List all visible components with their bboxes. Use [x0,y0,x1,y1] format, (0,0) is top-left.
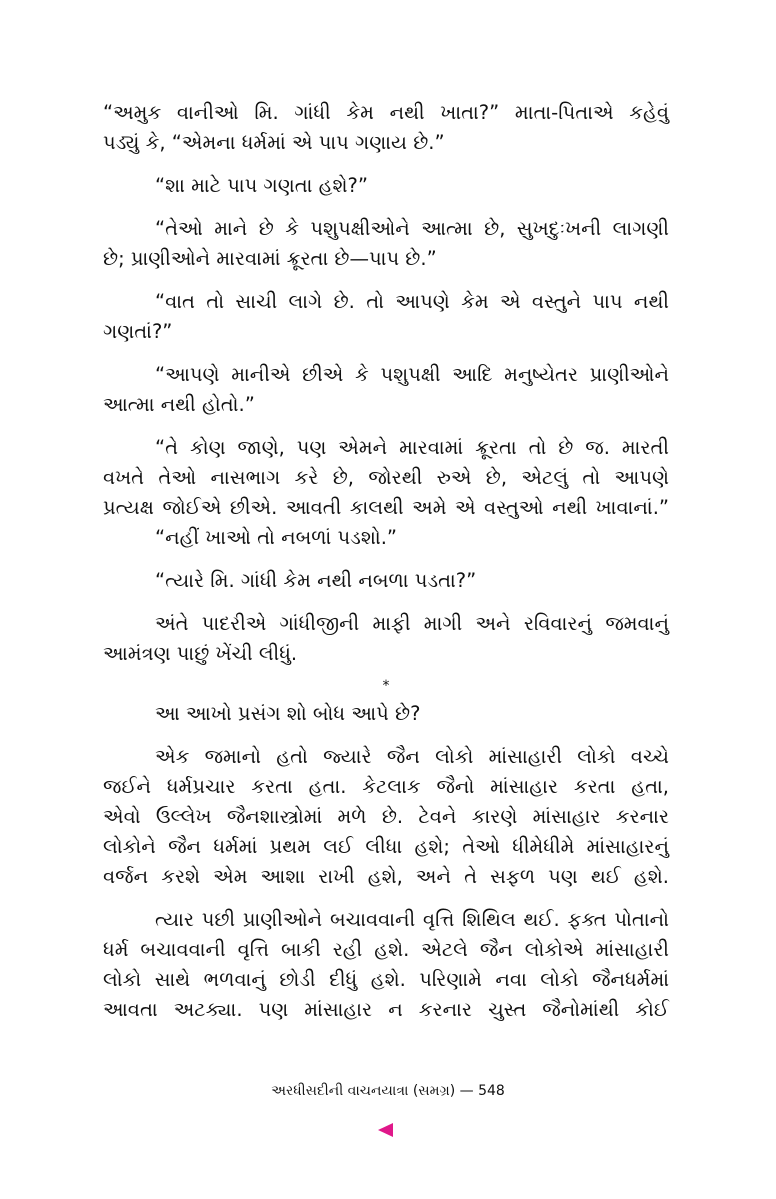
paragraph [103,744,669,894]
paragraph [103,216,669,276]
paragraph [103,100,669,160]
prev-page-arrow-icon[interactable] [378,1123,393,1137]
text-line: “નહીં ખાઓ તો નબળાં પડશો.” [155,526,398,549]
text-line: આ આખો પ્રસંગ શો બોધ આપે છે? [155,702,421,725]
text-line: “તે કોણ જાણે, પણ એમને મારવામાં ક્રૂરતા તો છે જ. મારતી [155,436,669,459]
section-separator: * [382,678,390,694]
paragraph [103,568,669,598]
text-line: “અમુક વાનીઓ મિ. ગાંધી કેમ નથી ખાતા?” માતા-પિતાએ કહેવું [103,101,669,124]
text-line: “આપણે માનીએ છીએ કે પશુપક્ષી આદિ મનુષ્યેતર પ્રાણીઓને [155,363,669,386]
paragraph [103,611,669,671]
page-footer: અરધીસદીની વાચનયાત્રા (સમગ્ર) — 548 [271,1083,505,1099]
text-line: ત્યાર પછી પ્રાણીઓને બચાવવાની વૃત્તિ શિથિલ થઈ. ફક્ત પોતાનો [155,908,669,931]
paragraph [103,173,669,203]
text-line: “શા માટે પાપ ગણતા હશે?” [155,174,368,197]
text-line: આત્મા નથી હોતો.” [103,393,255,416]
text-line: છે; પ્રાણીઓને મારવામાં ક્રૂરતા છે—પાપ છે.” [103,247,437,270]
text-line: એવો ઉલ્લેખ જૈનશાસ્ત્રોમાં મળે છે. ટેવને કારણે માંસાહાર કરનાર [103,805,669,828]
text-line: લોકોને જૈન ધર્મમાં પ્રથમ લઈ લીધા હશે; તેઓ ધીમેધીમે માંસાહારનું [103,835,669,858]
text-line: લોકો સાથે ભળવાનું છોડી દીધું હશે. પરિણામે નવા લોકો જૈનધર્મમાં [103,968,669,991]
text-line: અંતે પાદરીએ ગાંધીજીની માફી માગી અને રવિવારનું જમવાનું [155,612,669,635]
text-line: વર્જન કરશે એમ આશા રાખી હશે, અને તે સફળ પણ થઈ હશે. [103,865,669,888]
page-body [103,100,669,1027]
text-line: ગણતાં?” [103,320,173,343]
paragraph [103,907,669,1027]
paragraph [103,435,669,525]
text-line: આવતા અટક્યા. પણ માંસાહાર ન કરનાર ચુસ્ત જૈનોમાંથી કોઈ [103,998,669,1021]
text-line: જઈને ધર્મપ્રચાર કરતા હતા. કેટલાક જૈનો માંસાહાર કરતા હતા, [103,775,669,798]
paragraph [103,525,669,555]
text-line: વખતે તેઓ નાસભાગ કરે છે, જોરથી રુએ છે, એટલું તો આપણે [103,466,669,489]
text-line: એક જમાનો હતો જ્યારે જૈન લોકો માંસાહારી લોકો વચ્ચે [155,745,669,768]
paragraph [103,362,669,422]
text-line: “તેઓ માને છે કે પશુપક્ષીઓને આત્મા છે, સુખદુઃખની લાગણી [155,217,669,240]
text-line: પ્રત્યક્ષ જોઈએ છીએ. આવતી કાલથી અમે એ વસ્તુઓ નથી ખાવાનાં.” [103,496,669,519]
paragraph [103,701,669,731]
text-line: “ત્યારે મિ. ગાંધી કેમ નથી નબળા પડતા?” [155,569,477,592]
text-line: પડ્યું કે, “એમના ધર્મમાં એ પાપ ગણાય છે.” [103,131,445,154]
paragraph [103,289,669,349]
text-line: આમંત્રણ પાછું ખેંચી લીધું. [103,642,298,665]
text-line: “વાત તો સાચી લાગે છે. તો આપણે કેમ એ વસ્તુને પાપ નથી [155,290,669,313]
text-line: ધર્મ બચાવવાની વૃત્તિ બાકી રહી હશે. એટલે જૈન લોકોએ માંસાહારી [103,938,669,961]
